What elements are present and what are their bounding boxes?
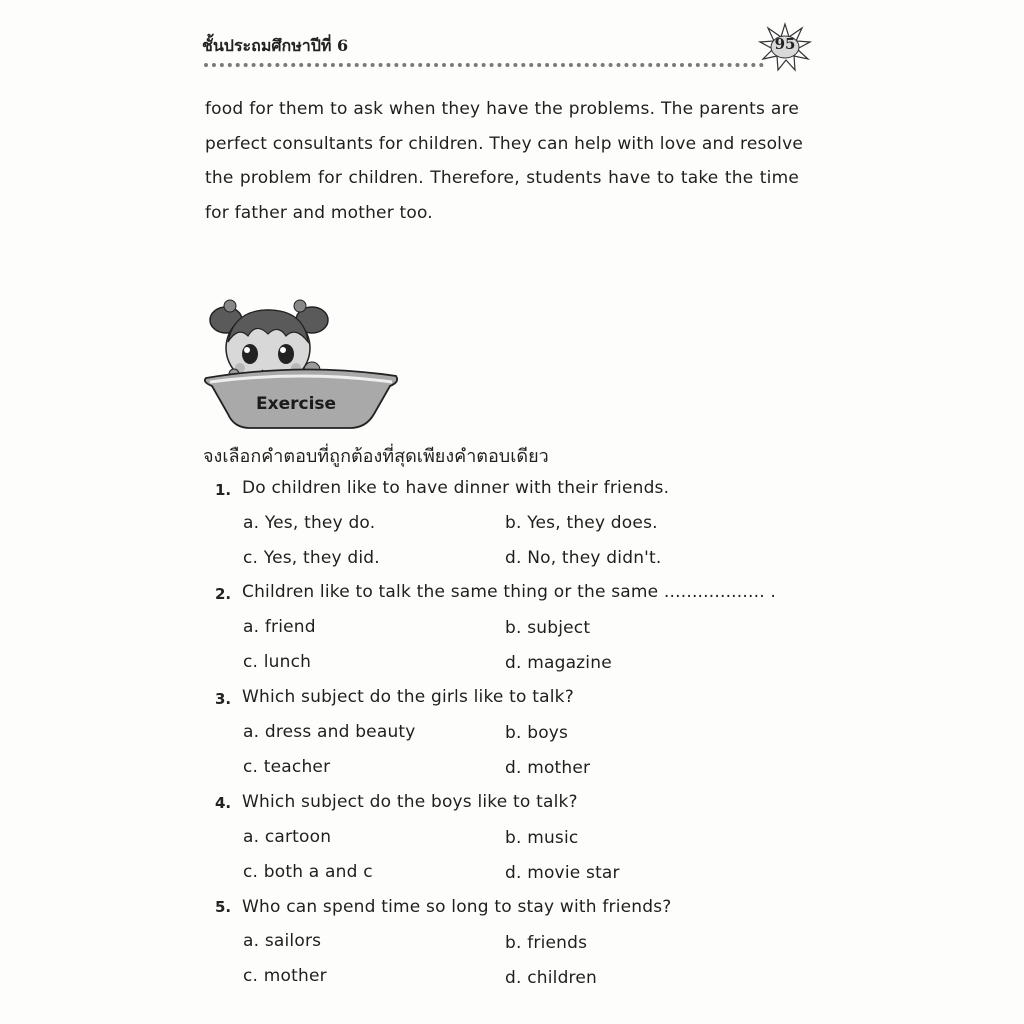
exercise-label: Exercise	[256, 394, 337, 414]
paragraph-line: perfect consultants for children. They can help with love and resolve	[205, 134, 804, 154]
question-text: Do children like to have dinner with their friends.	[242, 478, 670, 498]
question-text: Children like to talk the same thing or the same .................. .	[242, 582, 777, 602]
answer-option: b. music	[505, 828, 579, 848]
answer-option: c. Yes, they did.	[243, 548, 380, 568]
question-text: Who can spend time so long to stay with friends?	[242, 897, 672, 917]
question-number: 1.	[215, 481, 232, 499]
answer-option: d. magazine	[505, 653, 612, 673]
paragraph-line: for father and mother too.	[205, 203, 433, 223]
answer-option: a. sailors	[243, 931, 322, 951]
answer-option: b. friends	[505, 933, 588, 953]
answer-option: a. dress and beauty	[243, 722, 416, 742]
answer-option: b. subject	[505, 618, 591, 638]
page-number: 95	[774, 35, 796, 53]
answer-option: c. mother	[243, 966, 327, 986]
answer-option: d. mother	[505, 758, 591, 778]
page-header-title: ชั้นประถมศึกษาปีที่ 6	[202, 36, 349, 55]
answer-option: a. Yes, they do.	[243, 513, 376, 533]
answer-option: a. cartoon	[243, 827, 332, 847]
paragraph-line: the problem for children. Therefore, students have to take the time	[205, 168, 799, 188]
answer-option: d. No, they didn't.	[505, 548, 662, 568]
question-number: 5.	[215, 898, 232, 916]
answer-option: a. friend	[243, 617, 316, 637]
answer-option: b. boys	[505, 723, 569, 743]
paragraph-line: food for them to ask when they have the problems. The parents are	[205, 99, 799, 119]
answer-option: b. Yes, they does.	[505, 513, 658, 533]
answer-option: c. teacher	[243, 757, 331, 777]
answer-option: d. movie star	[505, 863, 620, 883]
question-text: Which subject do the boys like to talk?	[242, 792, 578, 812]
question-number: 4.	[215, 794, 232, 812]
answer-option: c. both a and c	[243, 862, 373, 882]
answer-option: c. lunch	[243, 652, 312, 672]
question-number: 3.	[215, 690, 232, 708]
answer-option: d. children	[505, 968, 598, 988]
header-dotted-divider	[204, 63, 764, 67]
question-text: Which subject do the girls like to talk?	[242, 687, 574, 707]
exercise-instruction: จงเลือกคำตอบที่ถูกต้องที่สุดเพียงคำตอบเดียว	[203, 446, 549, 467]
question-number: 2.	[215, 585, 232, 603]
